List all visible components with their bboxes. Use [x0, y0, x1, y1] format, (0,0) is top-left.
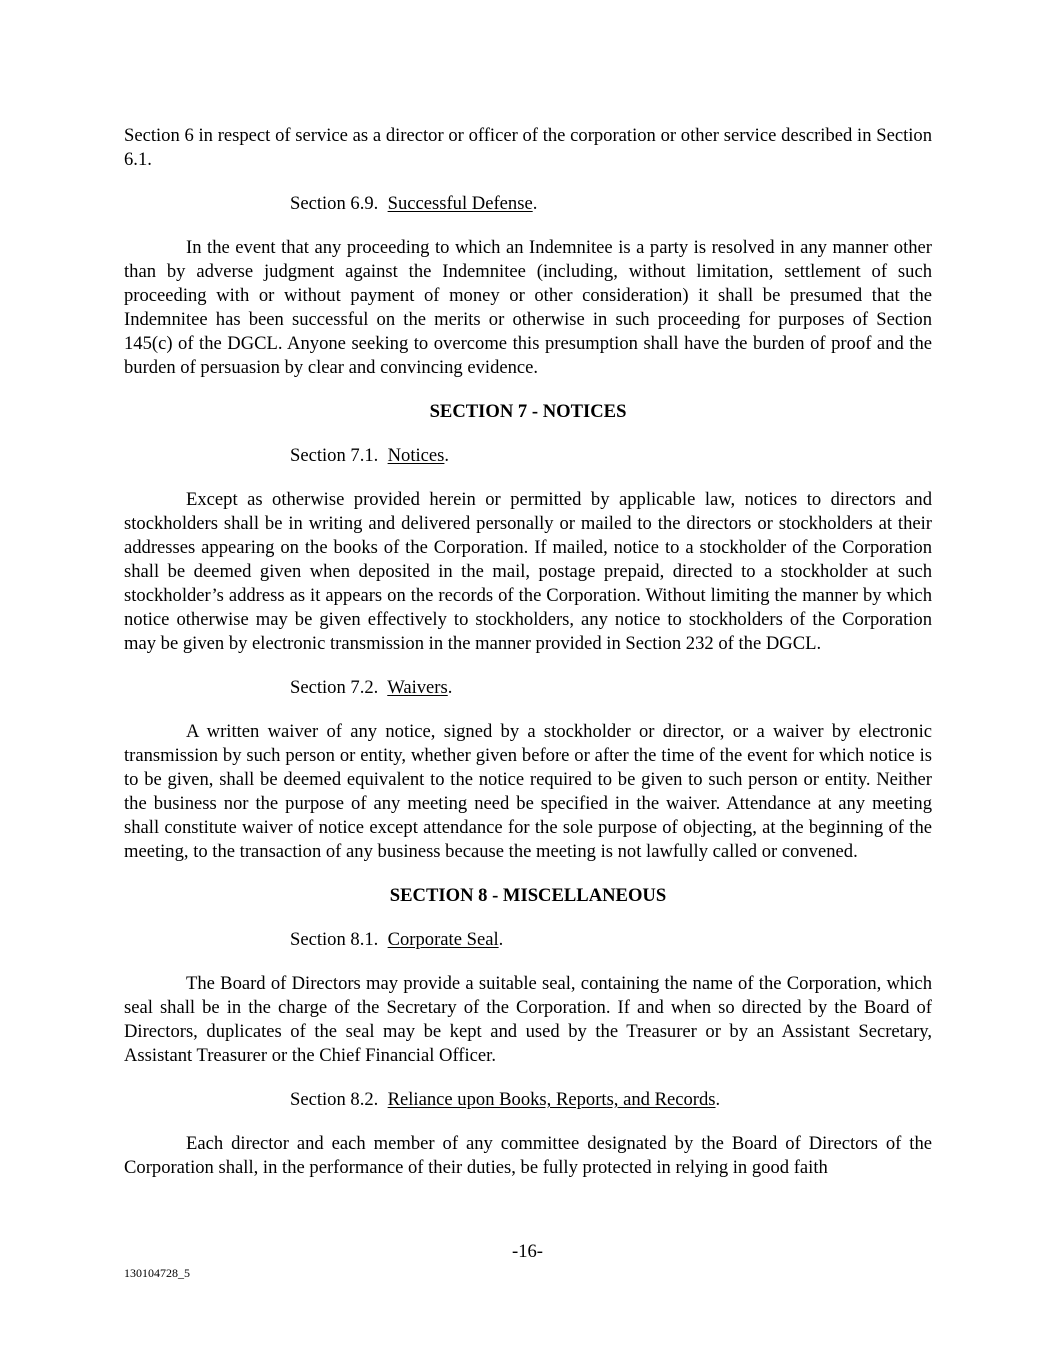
- section-title: Notices: [387, 445, 445, 466]
- section-number: Section 8.2.: [290, 1089, 379, 1110]
- section-6-9-body: In the event that any proceeding to which an Indemnitee is a party is resolved in any manner other than by adverse judgment against the Indemnitee (including, without limitation, settlement of such proceeding with or without payment of money or other consideration) it shall be presumed that the Indemnitee has been successful on the merits or otherwise in such proceeding for purposes of Section 145(c) of the DGCL. Anyone seeking to overcome this presumption shall have the burden of proof and the burden of persuasion by clear and convincing evidence.: [124, 237, 932, 378]
- section-title: Successful Defense: [387, 193, 533, 214]
- section-8-2-body: Each director and each member of any committee designated by the Board of Directors of the Corporation shall, in the performance of their duties, be fully protected in relying in good faith: [124, 1133, 932, 1178]
- page-number: -16-: [512, 1241, 543, 1262]
- section-7-2-heading: Section 7.2. Waivers.: [290, 677, 453, 698]
- section-8-heading: SECTION 8 - MISCELLANEOUS: [389, 885, 667, 906]
- section-number: Section 7.2.: [290, 677, 379, 698]
- section-8-1-body: The Board of Directors may provide a suitable seal, containing the name of the Corporation, which seal shall be in the charge of the Secretary of the Corporation. If and when so directed by the Board of Directors, duplicates of the seal may be kept and used by the Treasurer or by an Assistant Secretary, Assistant Treasurer or the Chief Financial Officer.: [124, 973, 932, 1066]
- section-number: Section 8.1.: [290, 929, 379, 950]
- section-6-9-heading: Section 6.9. Successful Defense.: [290, 193, 538, 214]
- section-7-heading: SECTION 7 - NOTICES: [429, 401, 627, 422]
- section-number: Section 7.1.: [290, 445, 379, 466]
- section-7-1-heading: Section 7.1. Notices.: [290, 445, 450, 466]
- continuation-paragraph: Section 6 in respect of service as a director or officer of the corporation or other service described in Section 6.1.: [124, 125, 932, 170]
- document-page: [124, 124, 932, 1180]
- section-title: Waivers: [387, 677, 448, 698]
- section-8-2-heading: Section 8.2. Reliance upon Books, Reports, and Records.: [290, 1089, 721, 1110]
- section-7-1-body: Except as otherwise provided herein or permitted by applicable law, notices to directors and stockholders shall be in writing and delivered personally or mailed to the directors or stockholders at their addresses appearing on the books of the Corporation. If mailed, notice to a stockholder of the Corporation shall be deemed given when deposited in the mail, postage prepaid, directed to a stockholder at such stockholder’s address as it appears on the records of the Corporation. Without limiting the manner by which notice otherwise may be given effectively to stockholders, any notice to stockholders of the Corporation may be given by electronic transmission in the manner provided in Section 232 of the DGCL.: [124, 489, 932, 654]
- section-8-1-heading: Section 8.1. Corporate Seal.: [290, 929, 504, 950]
- section-title: Reliance upon Books, Reports, and Records: [387, 1089, 716, 1110]
- document-id: 130104728_5: [124, 1266, 190, 1280]
- section-title: Corporate Seal: [387, 929, 499, 950]
- section-number: Section 6.9.: [290, 193, 379, 214]
- section-7-2-body: A written waiver of any notice, signed by a stockholder or director, or a waiver by electronic transmission by such person or entity, whether given before or after the time of the event for which notice is to be given, shall be deemed equivalent to the notice required to be given to such person or entity. Neither the business nor the purpose of any meeting need be specified in the waiver. Attendance at any meeting shall constitute waiver of notice except attendance for the sole purpose of objecting, at the beginning of the meeting, to the transaction of any business because the meeting is not lawfully called or convened.: [124, 721, 932, 862]
